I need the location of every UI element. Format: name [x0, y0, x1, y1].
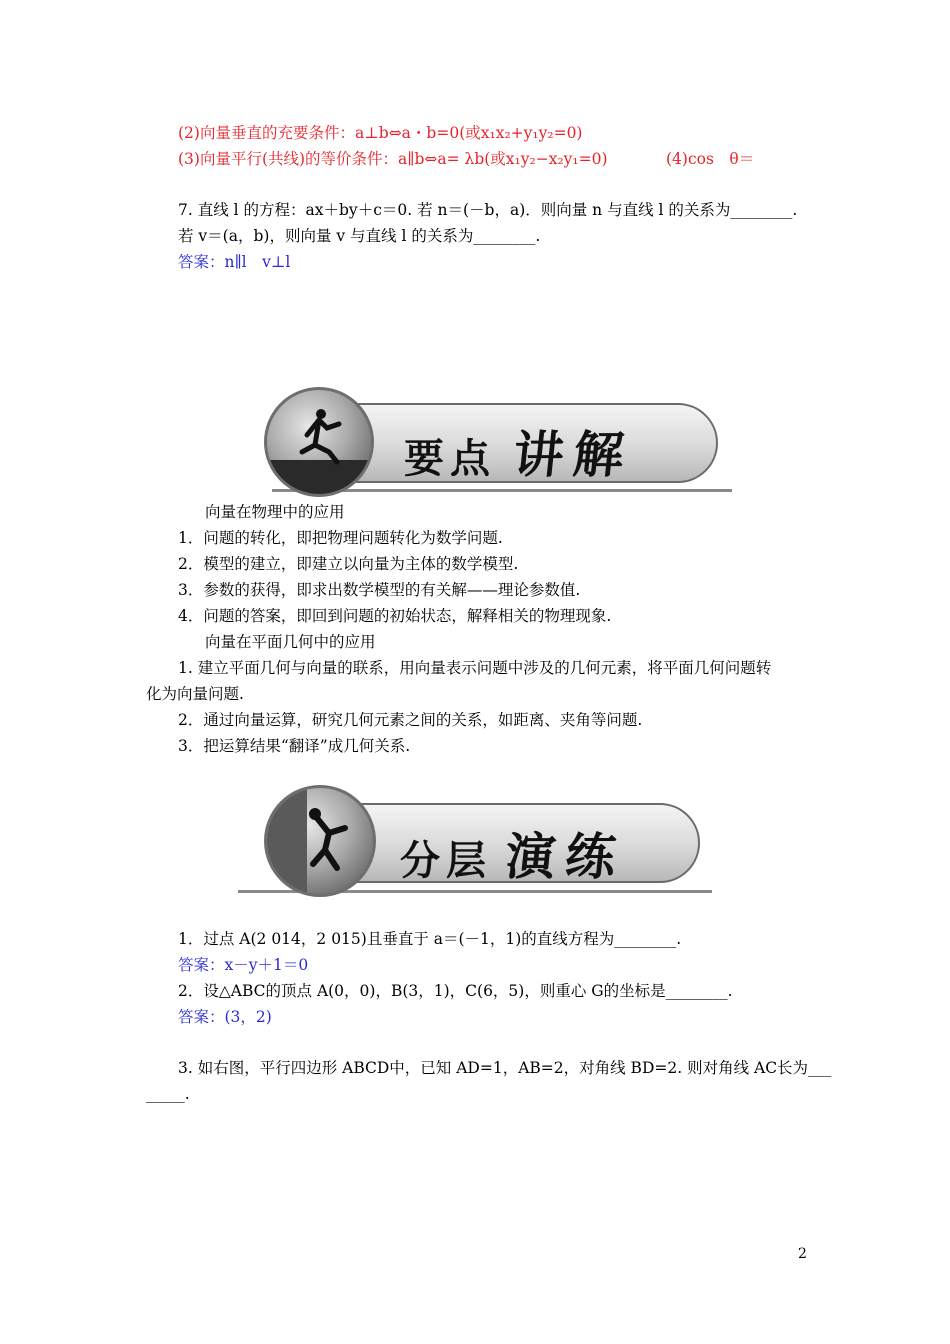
geometry-item-1b: 化为向量问题.: [146, 685, 244, 703]
section-banner-practice: [238, 783, 716, 898]
exercise-1-question: 1．过点 A(2 014，2 015)且垂直于 a＝(－1，1)的直线方程为________.: [178, 930, 682, 948]
vector-perpendicular-condition: (2)向量垂直的充要条件：a⊥b⇔a・b=0(或x₁x₂+y₁y₂=0): [178, 124, 583, 142]
physics-item-3: 3．参数的获得，即求出数学模型的有关解——理论参数值.: [178, 581, 581, 599]
geometry-item-1a: 1. 建立平面几何与向量的联系，用向量表示问题中涉及的几何元素，将平面几何问题转: [178, 659, 772, 677]
physics-item-2: 2．模型的建立，即建立以向量为主体的数学模型.: [178, 555, 519, 573]
physics-item-4: 4．问题的答案，即回到问题的初始状态，解释相关的物理现象.: [178, 607, 612, 625]
question-7-answer: 答案：n∥l v⊥l: [178, 253, 291, 271]
exercise-1-answer: 答案：x－y＋1＝0: [178, 956, 309, 974]
page-number: 2: [798, 1246, 807, 1262]
banner-title-big: 演练: [502, 828, 629, 886]
banner-title-small: 分层: [400, 838, 492, 884]
geometry-heading: 向量在平面几何中的应用: [205, 633, 376, 651]
cos-theta-formula: (4)cos θ＝: [666, 150, 755, 168]
question-7-line1: 7. 直线 l 的方程：ax＋by＋c＝0. 若 n＝(－b，a)．则向量 n 与直线 l 的关系为________.: [178, 201, 798, 219]
vector-parallel-condition: (3)向量平行(共线)的等价条件：a∥b⇔a= λb(或x₁y₂−x₂y₁=0): [178, 150, 608, 168]
exercise-2-question: 2．设△ABC的顶点 A(0，0)，B(3，1)，C(6，5)，则重心 G的坐标是________.: [178, 982, 733, 1000]
physics-item-1: 1．问题的转化，即把物理问题转化为数学问题.: [178, 529, 503, 547]
geometry-item-3: 3．把运算结果“翻译”成几何关系.: [178, 737, 411, 755]
banner-title-big: 讲解: [510, 426, 637, 484]
question-7-line2: 若 v＝(a，b)，则向量 v 与直线 l 的关系为________.: [178, 227, 541, 245]
exercise-2-answer: 答案：(3，2): [178, 1008, 272, 1026]
physics-heading: 向量在物理中的应用: [205, 503, 345, 521]
exercise-3-question-line2: _____.: [146, 1085, 190, 1103]
exercise-3-question-line1: 3. 如右图，平行四边形 ABCD中，已知 AD=1，AB=2，对角线 BD=2. 则对角线 AC长为___: [178, 1059, 832, 1077]
rock-climber-photo-icon: [264, 785, 376, 897]
banner-title-small: 要点: [404, 436, 496, 482]
geometry-item-2: 2．通过向量运算，研究几何元素之间的关系，如距离、夹角等问题.: [178, 711, 643, 729]
section-banner-key-points: [262, 385, 732, 495]
jumping-man-photo-icon: [264, 387, 374, 497]
